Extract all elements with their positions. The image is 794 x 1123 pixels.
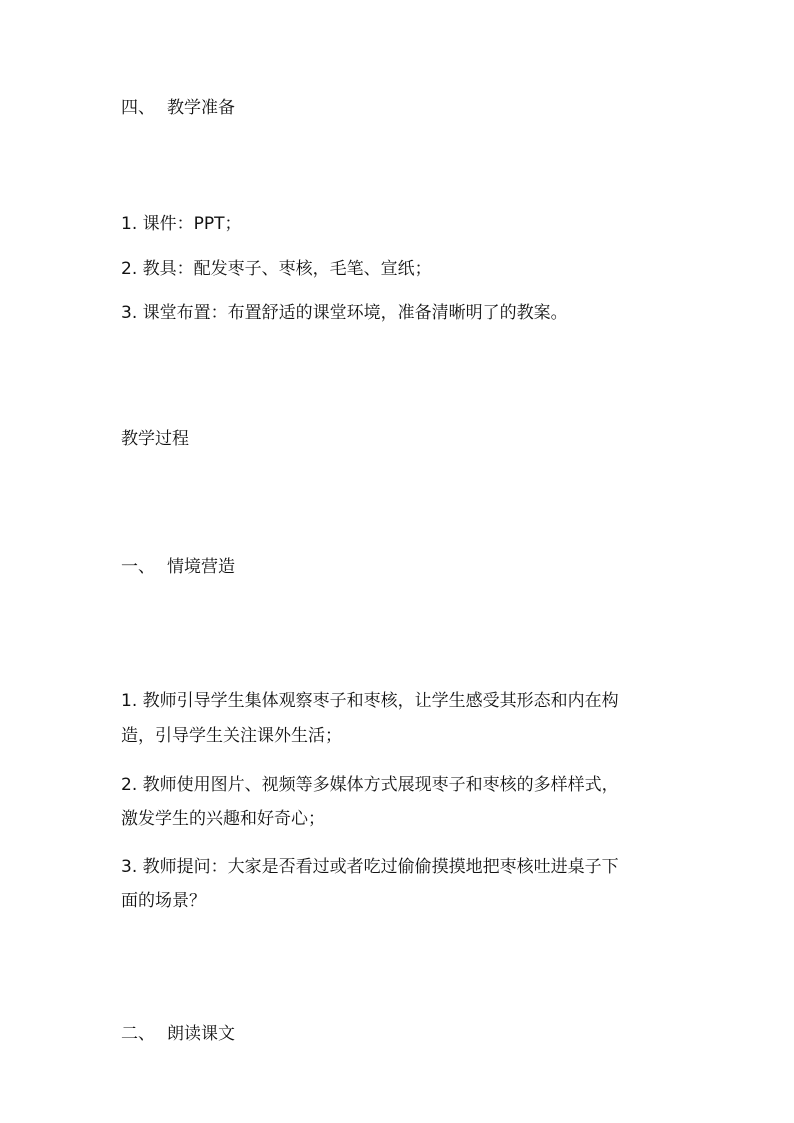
section-title: 朗读课文 bbox=[167, 1024, 235, 1044]
situation-item-1-line-1: 1. 教师引导学生集体观察枣子和枣核，让学生感受其形态和内在构 bbox=[121, 691, 619, 711]
prep-item-3: 3. 课堂布置：布置舒适的课堂环境，准备清晰明了的教案。 bbox=[121, 303, 568, 323]
section-heading-situation bbox=[121, 556, 235, 578]
section-number: 二、 bbox=[121, 1024, 155, 1044]
section-number: 四、 bbox=[121, 98, 155, 118]
section-title: 情境营造 bbox=[167, 557, 235, 577]
prep-item-2: 2. 教具：配发枣子、枣核，毛笔、宣纸； bbox=[121, 259, 432, 279]
prep-item-1: 1. 课件：PPT； bbox=[121, 214, 242, 234]
section-title: 教学准备 bbox=[167, 98, 235, 118]
situation-item-2-line-2: 激发学生的兴趣和好奇心； bbox=[121, 809, 325, 829]
situation-item-1-line-2: 造，引导学生关注课外生活； bbox=[121, 726, 342, 746]
situation-item-3-line-2: 面的场景？ bbox=[121, 891, 206, 911]
section-number: 一、 bbox=[121, 557, 155, 577]
section-heading-prep bbox=[121, 97, 235, 119]
section-heading-reading bbox=[121, 1023, 235, 1045]
process-title: 教学过程 bbox=[121, 429, 189, 449]
situation-item-2-line-1: 2. 教师使用图片、视频等多媒体方式展现枣子和枣核的多样样式， bbox=[121, 775, 619, 795]
situation-item-3-line-1: 3. 教师提问：大家是否看过或者吃过偷偷摸摸地把枣核吐进桌子下 bbox=[121, 857, 619, 877]
